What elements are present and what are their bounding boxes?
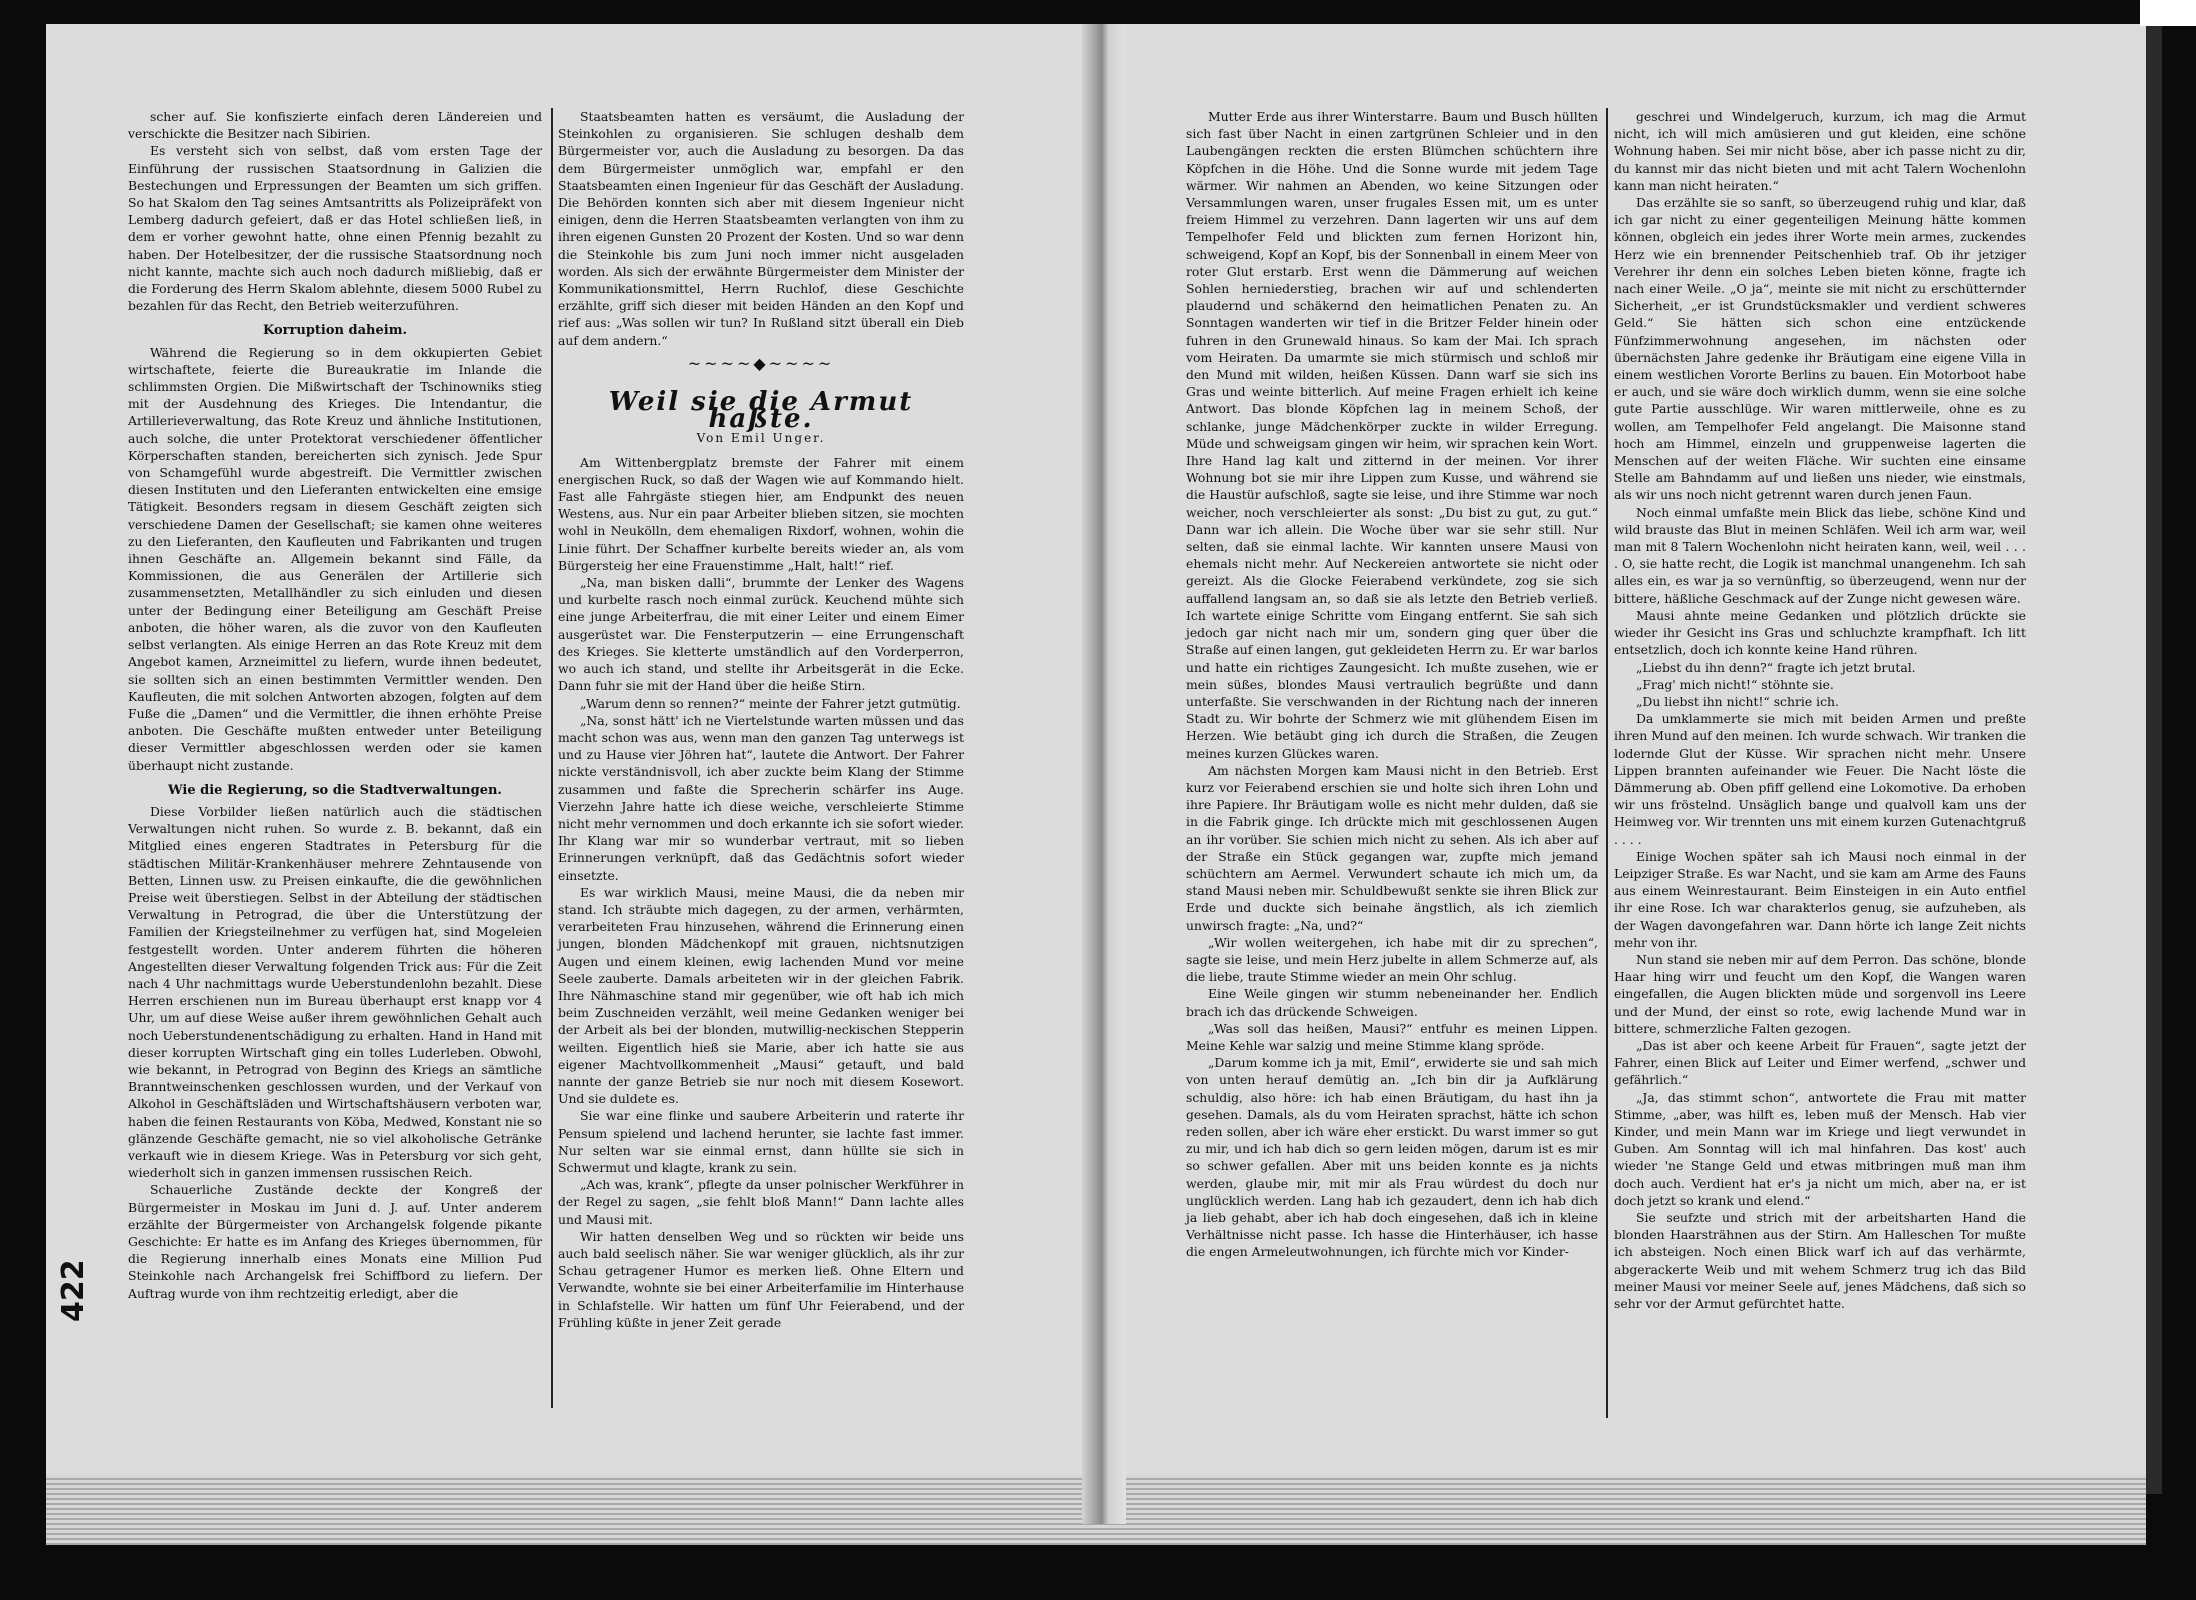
column-rule (1606, 108, 1608, 1418)
paragraph: „Was soll das heißen, Mausi?“ entfuhr es meinen Lippen. Meine Kehle war salzig und meine Stimme klang spröde. (1186, 1020, 1598, 1053)
paragraph-group (1614, 108, 2026, 1312)
column-rule (551, 108, 553, 1408)
paragraph: scher auf. Sie konfiszierte einfach deren Ländereien und verschickte die Besitzer nach Sibirien. (128, 109, 542, 142)
paragraph: Sie war eine flinke und saubere Arbeiterin und raterte ihr Pensum spielend und lachend herunter, sie lachte fast immer. Nur selten war sie einmal ernst, dann hüllte sie sich in Schwermut und klagte, krank zu sein. (558, 1108, 964, 1175)
ornament-divider: ~~~~◆~~~~ (687, 353, 835, 373)
paragraph: Noch einmal umfaßte mein Blick das liebe, schöne Kind und wild brauste das Blut in meinen Schläfen. Weil ich arm war, weil man mit 8 Talern Wochenlohn nicht heiraten kann, weil, weil . . . . O, sie hatte recht, die Logik ist manchmal unangenehm. Ich sah alles ein, es war ja so vernünftig, so überzeugend, wenn nur der bittere, häßliche Geschmack auf der Zunge nicht gewesen wäre. (1614, 504, 2026, 606)
paragraph: Es war wirklich Mausi, meine Mausi, die da neben mir stand. Ich sträubte mich dagegen, zu der armen, verhärmten, verarbeiteten Frau hinzusehen, während die Erinnerung einen jungen, blonden Mädchenkopf mit grauen, nichtsnutzigen Augen und einem kleinen, ewig lachenden Mund vor meine Seele zauberte. Damals arbeiteten wir in der gleichen Fabrik. Ihre Nähmaschine stand mir gegenüber, wie oft hab ich mich beim Zuschneiden verzählt, weil meine Gedanken weniger bei der Arbeit als bei der blonden, mutwillig-neckischen Stepperin weilten. Eigentlich hieß sie Marie, aber ich hatte sie aus eigener Machtvollkommenheit „Mausi“ getauft, und bald nannte der ganze Betrieb sie nur noch mit diesem Kosewort. Und sie duldete es. (558, 884, 964, 1107)
paragraph: Mutter Erde aus ihrer Winterstarre. Baum und Busch hüllten sich fast über Nacht in einen zartgrünen Schleier und in den Laubengängen reckten die ersten Blümchen schüchtern ihre Köpfchen in die Höhe. Und die Sonne wurde mit jedem Tage wärmer. Wir nahmen an Abenden, wo keine Sitzungen oder Versammlungen waren, unser frugales Essen mit, um es unter freiem Himmel zu verzehren. Dann lagerten wir uns auf dem Tempelhofer Feld und blickten zum fernen Horizont hin, schweigend, Kopf an Kopf, bis der Sonnenball in einem Meer von roter Glut erstarb. Erst wenn die Dämmerung auf weichen Sohlen herniederstieg, brachen wir auf und schlenderten plaudernd und schäkernd den heimatlichen Penaten zu. An Sonntagen wanderten wir tief in die Britzer Felder hinein oder fuhren in den Grunewald hinaus. So kam der Mai. Ich sprach vom Heiraten. Da umarmte sie mich stürmisch und schloß mir den Mund mit wilden, heißen Küssen. Dann warf sie sich ins Gras und weinte bitterlich. Auf meine Fragen erhielt ich keine Antwort. Das blonde Köpfchen lag in meinem Schoß, der schlanke, junge Mädchenkörper zuckte in wilder Erregung. Müde und schweigsam gingen wir heim, wir sprachen kein Wort. Ihre Hand lag kalt und zitternd in der meinen. Vor ihrer Wohnung bot sie mir ihre Lippen zum Kusse, und während sie die Haustür aufschloß, sagte sie leise, und ihre Stimme war noch weicher, noch verschleierter als sonst: „Du bist zu gut, zu gut.“ Dann war ich allein. Die Woche über war sie sehr still. Nur selten, daß sie einmal lachte. Wir kannten unsere Mausi von ehemals nicht mehr. Auf Neckereien antwortete sie nicht oder gereizt. Als die Glocke Feierabend verkündete, zog sie sich auffallend langsam an, so daß sie als letzte den Betrieb verließ. Ich wartete einige Schritte vom Eingang entfernt. Sie sah sich jedoch gar nicht nach mir um, sondern ging quer über die Straße auf einen langen, gut gekleideten Herrn zu. Er war barlos und hatte ein richtiges Zaungesicht. Ich mußte zusehen, wie er mein süßes, blondes Mausi vertraulich begrüßte und dann unterfaßte. Sie verschwanden in der Richtung nach der inneren Stadt zu. Wir bohrte der Schmerz wie mit glühendem Eisen im Herzen. Wie betäubt ging ich durch die Straßen, die Zeugen meines kurzen Glückes waren. (1186, 109, 1598, 761)
paragraph: „Darum komme ich ja mit, Emil“, erwiderte sie und sah mich von unten herauf demütig an. „Ich bin dir ja Aufklärung schuldig, also höre: ich hab einen Bräutigam, du hast ihn ja gesehen. Damals, als du vom Heiraten sprachst, hätte ich schon reden sollen, aber ich wäre eher erstickt. Du warst immer so gut zu mir, und ich hab dich so gern leiden mögen, darum ist es mir so schwer gefallen. Aber mit uns beiden konnte es ja nichts werden, glaube mir, mit mir als Frau würdest du doch nur unglücklich werden. Lang hab ich gezaudert, denn ich hab dich ja lieb gehabt, aber ich hab doch eingesehen, daß ich in kleine Verhältnisse nicht passe. Ich hasse die Hinterhäuser, ich hasse die engen Armeleutwohnungen, ich fürchte mich vor Kinder- (1186, 1055, 1598, 1260)
paragraph-group (558, 454, 964, 1331)
book-gutter (1082, 24, 1126, 1524)
story-title: Weil sie die Armut haßte. (608, 387, 914, 435)
paragraph: Nun stand sie neben mir auf dem Perron. Das schöne, blonde Haar hing wirr und feucht um den Kopf, die Wangen waren eingefallen, die Augen blickten müde und sorgenvoll ins Leere und der Mund, der einst so rote, ewig lachende Mund war in bittere, schmerzliche Falten gezogen. (1614, 951, 2026, 1036)
section-heading-korruption: Korruption daheim. (263, 323, 407, 339)
paragraph: „Na, sonst hätt' ich ne Viertelstunde warten müssen und das macht schon was aus, wenn man den ganzen Tag unterwegs ist und zu Hause vier Jöhren hat“, lautete die Antwort. Der Fahrer nickte verständnisvoll, ich aber zuckte beim Klang der Stimme zusammen und faßte die Sprecherin schärfer ins Auge. Vierzehn Jahre hatte ich diese weiche, verschleierte Stimme nicht mehr vernommen und doch erkannte ich sie sofort wieder. Ihr Klang war mir so wunderbar vertraut, mit so lieben Erinnerungen verknüpft, daß das Gedächtnis sofort wieder einsetzte. (558, 712, 964, 883)
paragraph: Das erzählte sie so sanft, so überzeugend ruhig und klar, daß ich gar nicht zu einer gegenteiligen Meinung hätte kommen können, obgleich ein jedes ihrer Worte mein armes, zuckendes Herz wie ein brennender Peitschenhieb traf. Ob ihr jetziger Verehrer ihr denn ein solches Leben bieten könne, fragte ich nach einer Weile. „O ja“, meinte sie mit nicht zu erschütternder Sicherheit, „er ist Grundstücksmakler und verdient schweres Geld.“ Sie hätten sich schon eine entzückende Fünfzimmerwohnung angesehen, im nächsten oder übernächsten Jahre gedenke ihr Bräutigam eine eigene Villa in einem westlichen Vororte Berlins zu bauen. Ein Motorboot habe er auch, und sie wäre doch wirklich dumm, wenn sie eine solche gute Partie ausschlüge. Wir waren mittlerweile, ohne es zu wollen, am Tempelhofer Feld angelangt. Die Maisonne stand hoch am Himmel, einzeln und gruppenweise lagerten die Menschen auf der weiten Fläche. Wir suchten eine einsame Stelle am Bahndamm auf und ließen uns nieder, wie einstmals, als wir uns noch nicht getrennt waren durch jenen Faun. (1614, 195, 2026, 503)
paragraph-group (1186, 108, 1598, 1261)
page-right-edge (2146, 24, 2162, 1494)
paragraph: „Ach was, krank“, pflegte da unser polnischer Werkführer in der Regel zu sagen, „sie fehlt bloß Mann!“ Dann lachte alles und Mausi mit. (558, 1177, 964, 1227)
paragraph: „Na, man bisken dalli“, brummte der Lenker des Wagens und kurbelte rasch noch einmal zurück. Keuchend mühte sich eine junge Arbeiterfrau, die mit einer Leiter und einem Eimer ausgerüstet war. Die Fensterputzerin — eine Errungenschaft des Krieges. Sie kletterte umständlich auf den Vorderperron, wo auch ich stand, und stellte ihr Arbeitsgerät in die Ecke. Dann fuhr sie mit der Hand über die heiße Stirn. (558, 575, 964, 694)
paragraph: „Ja, das stimmt schon“, antwortete die Frau mit matter Stimme, „aber, was hilft es, leben muß der Mensch. Hab vier Kinder, und mein Mann war im Kriege und liegt verwundet in Guben. Am Sonntag will ich mal hinfahren. Das kost' auch wieder 'ne Stange Geld und etwas mitbringen muß man ihm doch auch. Verdient hat er's ja nicht um mich, aber na, er ist doch jetzt so krank und elend.“ (1614, 1089, 2026, 1208)
paragraph: Staatsbeamten hatten es versäumt, die Ausladung der Steinkohlen zu organisieren. Sie schlugen deshalb dem Bürgermeister vor, auch die Ausladung zu besorgen. Da das dem Bürgermeister unmöglich war, empfahl er den Staatsbeamten einen Ingenieur für das Geschäft der Ausladung. Die Behörden konnten sich aber mit diesem Ingenieur nicht einigen, denn die Herren Staatsbeamten verlangten von ihm zu ihren eigenen Gunsten 20 Prozent der Kosten. Und so war denn die Steinkohle bis zum Juni noch immer nicht ausgeladen worden. Als sich der erwähnte Bürgermeister dem Minister der Kommunikationsmittel, Herrn Ruchlof, diese Geschichte erzählte, griff sich dieser mit beiden Händen an den Kopf und rief aus: „Was sollen wir tun? In Rußland sitzt überall ein Dieb auf dem andern.“ (558, 109, 964, 348)
paragraph-group (558, 108, 964, 349)
page-number: 422 (56, 1259, 91, 1322)
paragraph: „Frag' mich nicht!“ stöhnte sie. (1636, 676, 1834, 692)
paragraph: Es versteht sich von selbst, daß vom ersten Tage der Einführung der russischen Staatsordnung in Galizien die Bestechungen und Erpressungen der Beamten um sich griffen. So hat Skalom den Tag seines Amtsantritts als Polizeipräfekt von Lemberg dadurch gefeiert, daß er das Hotel schließen ließ, in dem er vorher gewohnt hatte, ohne einen Pfennig bezahlt zu haben. Der Hotelbesitzer, der die russische Staatsordnung noch nicht kannte, machte sich auch noch dadurch mißliebig, daß er die Forderung des Herrn Skalom ablehnte, diesem 5000 Rubel zu bezahlen für das Recht, den Betrieb weiterzuführen. (128, 143, 542, 314)
left-page-column-1 (128, 108, 542, 1302)
paragraph: Am nächsten Morgen kam Mausi nicht in den Betrieb. Erst kurz vor Feierabend erschien sie und holte sich ihren Lohn und ihre Papiere. Ihr Bräutigam wolle es nicht mehr dulden, daß sie in die Fabrik ginge. Ich drückte mich mit geschlossenen Augen an ihr vorüber. Sie schien mich nicht zu sehen. Als ich aber auf der Straße ein Stück gegangen war, zupfte mich jemand schüchtern am Aermel. Verwundert schaute ich mich um, da stand Mausi neben mir. Schuldbewußt senkte sie ihren Blick zur Erde und duckte sich beinahe ängstlich, als ich ziemlich unwirsch fragte: „Na, und?“ (1186, 762, 1598, 933)
right-page-column-2 (1614, 108, 2026, 1312)
paragraph-group (128, 108, 542, 314)
paragraph: Während die Regierung so in dem okkupierten Gebiet wirtschaftete, feierte die Bureaukratie im Inlande die schlimmsten Orgien. Die Mißwirtschaft der Tschinowniks stieg mit der Ausdehnung des Krieges. Die Intendantur, die Artillerieverwaltung, das Rote Kreuz und ähnliche Institutionen, auch solche, die unter Protektorat verschiedener öffentlicher Körperschaften standen, bereicherten sich zynisch. Jede Spur von Schamgefühl wurde abgestreift. Die Vermittler zwischen diesen Instituten und den Lieferanten entwickelten eine emsige Tätigkeit. Besonders regsam in diesem Geschäft zeigten sich verschiedene Damen der Gesellschaft; sie kamen ohne weiteres zu den Lieferanten, den Kaufleuten und Fabrikanten und trugen ihnen Geschäfte an. Allgemein bekannt sind Fälle, da Kommissionen, die aus Generälen der Artillerie sich zusammensetzten, Metallhändler zu sich einluden und diesen unter der Bedingung einer Beteiligung am Geschäft Preise anboten, die höher waren, als die zuvor von den Kaufleuten selbst verlangten. Als einige Herren an das Rote Kreuz mit dem Angebot kamen, Arzneimittel zu liefern, wurde ihnen bedeutet, sie sollten sich an einen bestimmten Vermittler wenden. Den Kaufleuten, die mit solchen Antworten abzogen, folgten auf dem Fuße die „Damen“ und die Vermittler, die ihnen erhöhte Preise anboten. Die Geschäfte mußten entweder unter Beteiligung dieser Vermittler abgeschlossen werden oder sie kamen überhaupt nicht zustande. (128, 344, 542, 773)
paragraph: Sie seufzte und strich mit der arbeitsharten Hand die blonden Haarsträhnen aus der Stirn. Am Halleschen Tor mußte ich absteigen. Noch einen Blick warf ich auf das verhärmte, abgerackerte Weib und mit wehem Schmerz trug ich das Bild meiner Mausi vor meiner Seele auf, jenes Mädchens, daß sich so sehr vor der Armut gefürchtet hatte. (1614, 1210, 2026, 1312)
paragraph: „Liebst du ihn denn?“ fragte ich jetzt brutal. (1636, 659, 1916, 675)
paragraph: Einige Wochen später sah ich Mausi noch einmal in der Leipziger Straße. Es war Nacht, und sie kam am Arme des Fauns aus einem Weinrestaurant. Beim Einsteigen in ein Auto entfiel ihr eine Rose. Ich war charakterlos genug, sie aufzuheben, als der Wagen davongefahren war. Dann hörte ich lange Zeit nichts mehr von ihr. (1614, 848, 2026, 950)
paragraph: „Du liebst ihn nicht!“ schrie ich. (1636, 693, 1839, 709)
paragraph: „Das ist aber och keene Arbeit für Frauen“, sagte jetzt der Fahrer, einen Blick auf Leiter und Eimer werfend, „schwer und gefährlich.“ (1614, 1037, 2026, 1088)
paragraph: Eine Weile gingen wir stumm nebeneinander her. Endlich brach ich das drückende Schweigen. (1186, 986, 1598, 1019)
left-page-column-2 (558, 108, 964, 1331)
right-page-column-1 (1186, 108, 1598, 1261)
paragraph: Wir hatten denselben Weg und so rückten wir beide uns auch bald seelisch näher. Sie war weniger glücklich, als ihr zur Schau getragener Humor es merken ließ. Ohne Eltern und Verwandte, wohnte sie bei einer Arbeiterfamilie im Hinterhause in Schlafstelle. Wir hatten um fünf Uhr Feierabend, und der Frühling küßte in jener Zeit gerade (558, 1228, 964, 1330)
story-author: Von Emil Unger. (696, 431, 826, 446)
paragraph: „Warum denn so rennen?“ meinte der Fahrer jetzt gutmütig. (580, 695, 961, 711)
paragraph: Mausi ahnte meine Gedanken und plötzlich drückte sie wieder ihr Gesicht ins Gras und schluchzte krampfhaft. Ich litt entsetzlich, doch ich konnte keine Hand rühren. (1614, 607, 2026, 658)
section-heading-stadtverwaltungen: Wie die Regierung, so die Stadtverwaltungen. (168, 782, 502, 798)
paragraph-group (128, 344, 542, 774)
paragraph-group (128, 803, 542, 1302)
scan-corner (2140, 0, 2196, 26)
paragraph: Da umklammerte sie mich mit beiden Armen und preßte ihren Mund auf den meinen. Ich wurde schwach. Wir tranken die lodernde Glut der Küsse. Wir sprachen nicht mehr. Unsere Lippen brannten aufeinander wie Feuer. Die Nacht löste die Dämmerung ab. Oben pfiff gellend eine Lokomotive. Da erhoben wir uns fröstelnd. Unsäglich bange und qualvoll kam uns der Heimweg vor. Wir trennten uns mit einem kurzen Gutenachtgruß . . . . (1614, 711, 2026, 847)
paragraph: Am Wittenbergplatz bremste der Fahrer mit einem energischen Ruck, so daß der Wagen wie auf Kommando hielt. Fast alle Fahrgäste stiegen hier, am Endpunkt des neuen Westens, aus. Nur ein paar Arbeiter blieben sitzen, sie mochten wohl in Neukölln, dem ehemaligen Rixdorf, wohnen, wohin die Linie führt. Der Schaffner kurbelte bereits wieder an, als vom Bürgersteig her eine Frauenstimme „Halt, halt!“ rief. (558, 454, 964, 573)
paragraph: Schauerliche Zustände deckte der Kongreß der Bürgermeister in Moskau im Juni d. J. auf. Unter anderem erzählte der Bürgermeister von Archangelsk folgende pikante Geschichte: Er hatte es im Anfang des Krieges übernommen, für die Regierung innerhalb eines Monats eine Million Pud Steinkohle nach Archangelsk frei Schiffbord zu liefern. Der Auftrag wurde von ihm rechtzeitig erledigt, aber die (128, 1182, 542, 1301)
paragraph: geschrei und Windelgeruch, kurzum, ich mag die Armut nicht, ich will mich amüsieren und gut kleiden, eine schöne Wohnung haben. Sei mir nicht böse, aber ich passe nicht zu dir, du kannst mir das nicht bieten und mit acht Talern Wochenlohn kann man nicht heiraten.“ (1614, 109, 2026, 193)
paragraph: „Wir wollen weitergehen, ich habe mit dir zu sprechen“, sagte sie leise, und mein Herz jubelte in allem Schmerze auf, als die liebe, traute Stimme wieder an mein Ohr schlug. (1186, 934, 1598, 985)
paragraph: Diese Vorbilder ließen natürlich auch die städtischen Verwaltungen nicht ruhen. So wurde z. B. bekannt, daß ein Mitglied eines engeren Stadtrates in Petersburg für die städtischen Militär-Krankenhäuser mehrere Zehntausende von Betten, Linnen usw. zu Preisen einkaufte, die die gewöhnlichen Preise weit überstiegen. Selbst in der Abteilung der städtischen Verwaltung in Petrograd, die über die Unterstützung der Familien der Kriegsteilnehmer zu verfügen hat, sind Mogeleien festgestellt worden. Unter anderem führten die höheren Angestellten dieser Verwaltung folgenden Trick aus: Für die Zeit nach 4 Uhr nachmittags wurde Ueberstundenlohn bezahlt. Diese Herren erschienen nun im Bureau überhaupt erst knapp vor 4 Uhr, um auf diese Weise außer ihrem gewöhnlichen Gehalt auch noch Ueberstundenentschädigung zu erhalten. Hand in Hand mit dieser korrupten Wirtschaft ging ein tolles Luderleben. Obwohl, wie bekannt, in Petrograd von Beginn des Kriegs an sämtliche Branntweinschenken geschlossen wurden, und der Verkauf von Alkohol in Geschäftsläden und Wirtschaftshäusern verboten war, haben die feinen Restaurants von Köba, Medwed, Konstant nie so glänzende Geschäfte gemacht, nie so viel alkoholische Getränke verkauft wie in diesem Kriege. Was in Petersburg vor sich geht, wiederholt sich in ganzen immensen russischen Reich. (128, 803, 542, 1181)
